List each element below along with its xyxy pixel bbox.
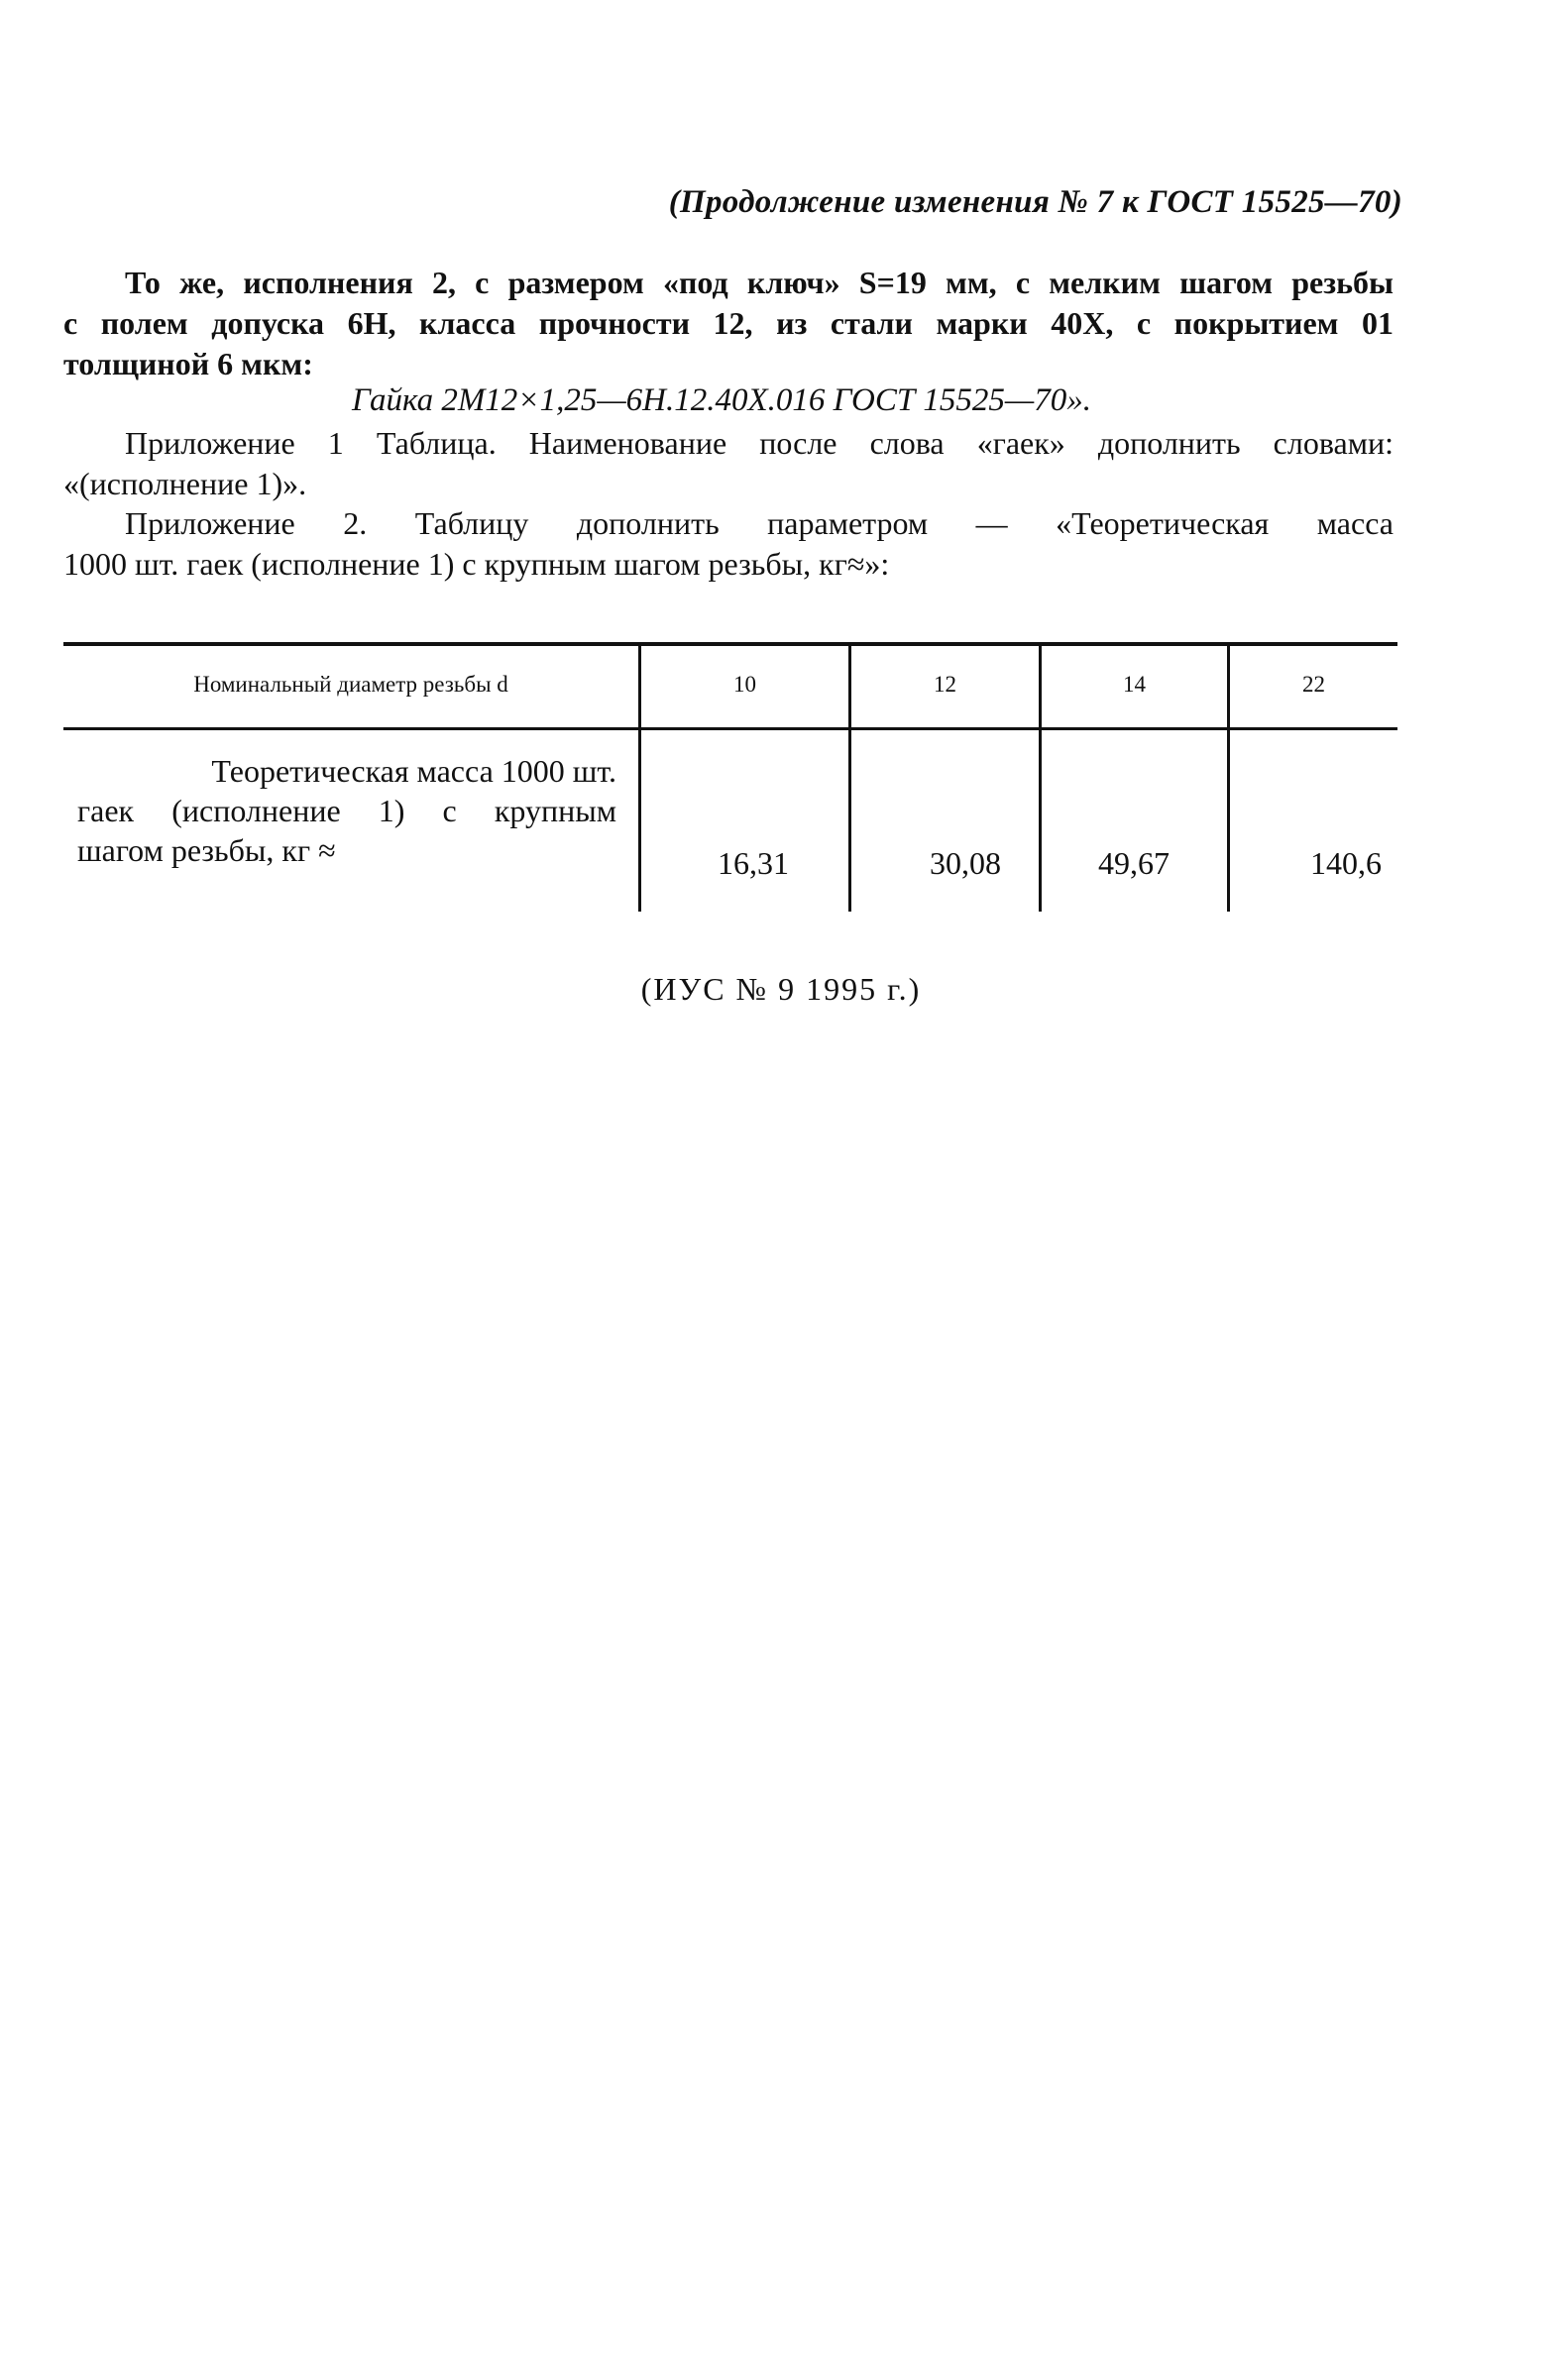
table-header-cell: 10 [733, 672, 756, 697]
table-header-cell: 22 [1302, 672, 1325, 697]
source-reference: (ИУС № 9 1995 г.) [640, 971, 922, 1007]
mass-table [63, 642, 1397, 912]
paragraph-appendix-1 [63, 423, 1394, 504]
paragraph-line: толщиной 6 мкм: [63, 346, 313, 381]
paragraph-line: Приложение 2. Таблицу дополнить параметром — «Теоретическая масса [125, 505, 1394, 541]
paragraph-variant-2 [63, 263, 1394, 384]
row-label-line: гаек (исполнение 1) с крупным [77, 793, 616, 828]
paragraph-line: 1000 шт. гаек (исполнение 1) с крупным шагом резьбы, кг≈»: [63, 546, 890, 582]
table-cell: 16,31 [718, 845, 789, 881]
table-row-label [77, 751, 616, 870]
table-header-cell: 12 [934, 672, 956, 697]
row-label-line: Теоретическая масса 1000 шт. [211, 753, 616, 789]
paragraph-line: с полем допуска 6Н, класса прочности 12, из стали марки 40Х, с покрытием 01 [63, 305, 1394, 341]
table-cell: 30,08 [930, 845, 1001, 881]
row-label-line: шагом резьбы, кг ≈ [77, 832, 336, 868]
table-cell: 49,67 [1098, 845, 1170, 881]
table-header-cell: 14 [1123, 672, 1146, 697]
table-top-rule [63, 642, 1397, 646]
paragraph-line: То же, исполнения 2, с размером «под ключ» S=19 мм, с мелким шагом резьбы [125, 265, 1394, 300]
table-header-label: Номинальный диаметр резьбы d [193, 672, 508, 697]
nut-designation: Гайка 2М12×1,25—6Н.12.40Х.016 ГОСТ 15525—70». [352, 382, 1092, 418]
paragraph-appendix-2 [63, 503, 1394, 585]
paragraph-line: Приложение 1 Таблица. Наименование после слова «гаек» дополнить словами: [125, 425, 1394, 461]
table-cell: 140,6 [1310, 845, 1382, 881]
paragraph-line: «(исполнение 1)». [63, 466, 307, 501]
table-header-rule [63, 727, 1397, 730]
continuation-header: (Продолжение изменения № 7 к ГОСТ 15525—70) [668, 184, 1402, 220]
